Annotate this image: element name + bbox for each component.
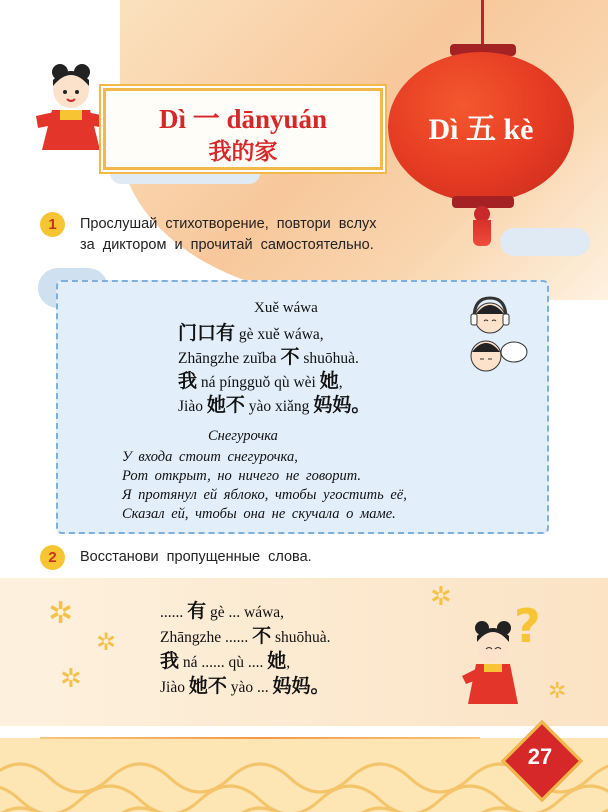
child-character-illustration [30, 58, 110, 158]
divider-line [40, 737, 480, 739]
poem-hanzi: 妈妈。 [313, 394, 371, 416]
poem-hanzi: 她 [319, 370, 339, 392]
poem-line [178, 346, 359, 370]
translation-line: Я протянул ей яблоко, чтобы угостить её, [122, 487, 407, 503]
exercise-text: , [286, 654, 291, 671]
flower-icon: ✲ [430, 582, 452, 611]
page-number: 27 [527, 744, 553, 769]
lantern-tassel [473, 220, 491, 246]
translation-line: Сказал ей, чтобы она не скучала о маме. [122, 506, 396, 522]
poem-pinyin: shuōhuà. [299, 350, 359, 367]
exercise-text: Zhāngzhe ...... [160, 629, 253, 646]
exercise-line [160, 650, 290, 674]
cloud-decoration [500, 228, 590, 256]
exercise-text: shuōhuà. [271, 629, 331, 646]
task-number-badge: 1 [40, 212, 65, 237]
flower-icon: ✲ [96, 630, 117, 656]
task1-instruction-line2: за диктором и прочитай самостоятельно. [80, 237, 374, 253]
exercise-hanzi: 她不 [188, 675, 227, 697]
exercise-box [0, 578, 608, 726]
poem-pinyin: Zhāngzhe zuǐba [178, 350, 281, 367]
poem-line [178, 370, 343, 394]
flower-icon: ✲ [548, 678, 567, 703]
poem-hanzi: 她不 [206, 394, 245, 416]
poem-pinyin: yào xiǎng [244, 398, 314, 415]
task1-instruction [80, 214, 377, 256]
poem-hanzi: 不 [280, 346, 300, 368]
task-number-badge: 2 [40, 545, 65, 570]
unit-title-hanzi: 我的家 [208, 139, 278, 164]
poem-title-pinyin: Xuě wáwa [254, 300, 318, 316]
exercise-hanzi: 有 [187, 600, 207, 622]
exercise-hanzi: 她 [267, 650, 287, 672]
exercise-line [160, 600, 284, 624]
exercise-text: ná ...... qù .... [179, 654, 268, 671]
poem-pinyin: , [338, 374, 343, 391]
flower-icon: ✲ [48, 597, 74, 630]
exercise-text: Jiào [160, 679, 189, 696]
lesson-title: Dì 五 kè [428, 113, 534, 146]
poem-pinyin: gè xuě wáwa, [235, 326, 324, 343]
exercise-text: yào ... [226, 679, 273, 696]
lantern-string [481, 0, 484, 46]
exercise-line [160, 675, 330, 699]
headphones-listen-icon [470, 296, 516, 336]
thinking-child-illustration [462, 598, 552, 724]
poem-pinyin: Jiào [178, 398, 207, 415]
poem-hanzi: 门口有 [178, 322, 236, 344]
translation-line: У входа стоит снегурочка, [122, 449, 298, 465]
exercise-line [160, 625, 331, 649]
exercise-hanzi: 不 [252, 625, 272, 647]
exercise-hanzi: 妈妈。 [272, 675, 330, 697]
poem-hanzi: 我 [178, 370, 198, 392]
task1-instruction-line1: Прослушай стихотворение, повтори вслух [80, 216, 377, 232]
translation-title: Снегурочка [208, 428, 278, 444]
unit-title-box [103, 88, 383, 170]
poem-line [178, 322, 324, 346]
exercise-text: ...... [160, 604, 188, 621]
exercise-text: gè ... wáwa, [206, 604, 285, 621]
speaking-icon [466, 334, 528, 374]
poem-line [178, 394, 370, 418]
flower-icon: ✲ [60, 664, 82, 693]
svg-text:?: ? [514, 599, 541, 653]
unit-title-pinyin: Dì 一 dānyuán [158, 104, 328, 134]
exercise-hanzi: 我 [160, 650, 180, 672]
translation-line: Рот открыт, но ничего не говорит. [122, 468, 362, 484]
poem-pinyin: ná píngguǒ qù wèi [197, 374, 320, 391]
task2-instruction: Восстанови пропущенные слова. [80, 549, 312, 565]
